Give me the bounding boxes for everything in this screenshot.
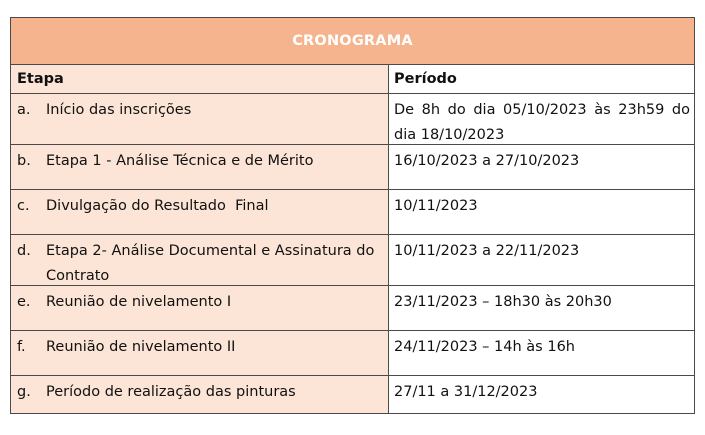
table-row (11, 190, 694, 235)
table-row (11, 331, 694, 376)
etapa-cell (11, 376, 389, 413)
table-title-row (11, 18, 694, 65)
etapa-text: Reunião de nivelamento II (46, 339, 236, 355)
row-letter: f. (17, 339, 26, 355)
table-row (11, 94, 694, 145)
row-letter: e. (17, 294, 31, 310)
header-periodo: Período (389, 65, 694, 93)
periodo-cell: 24/11/2023 – 14h às 16h (389, 331, 694, 375)
periodo-cell: 10/11/2023 (389, 190, 694, 234)
header-etapa: Etapa (11, 65, 389, 93)
table-title: CRONOGRAMA (292, 33, 413, 49)
row-letter: c. (17, 198, 30, 214)
table-row (11, 145, 694, 190)
periodo-cell: 23/11/2023 – 18h30 às 20h30 (389, 286, 694, 330)
etapa-text: Etapa 2- Análise Documental e Assinatura do Contrato (46, 243, 375, 284)
etapa-cell (11, 190, 389, 234)
table-row (11, 286, 694, 331)
etapa-cell (11, 145, 389, 189)
etapa-cell (11, 286, 389, 330)
row-letter: b. (17, 153, 31, 169)
row-letter: g. (17, 384, 31, 400)
etapa-text: Reunião de nivelamento I (46, 294, 232, 310)
row-letter: a. (17, 102, 31, 118)
table-row (11, 376, 694, 413)
row-letter: d. (17, 243, 31, 259)
periodo-cell: 16/10/2023 a 27/10/2023 (389, 145, 694, 189)
table-row (11, 235, 694, 286)
etapa-cell (11, 94, 389, 144)
table-header-row (11, 65, 694, 94)
periodo-cell: 10/11/2023 a 22/11/2023 (389, 235, 694, 285)
etapa-text: Início das inscrições (46, 102, 192, 118)
periodo-cell: De 8h do dia 05/10/2023 às 23h59 do dia 18/10/2023 (389, 94, 694, 144)
periodo-cell: 27/11 a 31/12/2023 (389, 376, 694, 413)
etapa-text: Etapa 1 - Análise Técnica e de Mérito (46, 153, 314, 169)
etapa-cell (11, 331, 389, 375)
cronograma-table (10, 17, 695, 414)
etapa-text: Divulgação do Resultado Final (46, 198, 269, 214)
etapa-text: Período de realização das pinturas (46, 384, 296, 400)
etapa-cell (11, 235, 389, 285)
